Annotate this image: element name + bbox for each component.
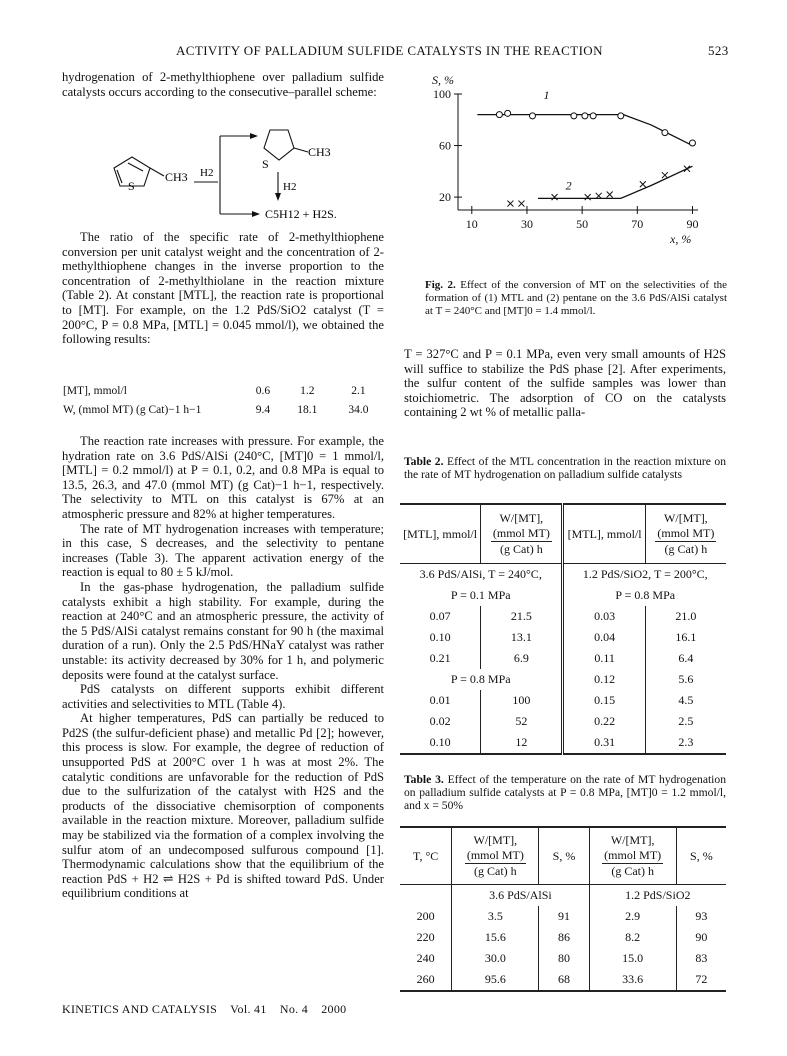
- table-row: [400, 627, 726, 648]
- table-cell: 0.07: [429, 609, 451, 623]
- table-2-col-w: W/[MT], (mmol MT) (g Cat) h: [481, 504, 563, 564]
- table-cell: 0.10: [429, 630, 451, 644]
- series-1-point: [618, 113, 624, 119]
- table-cell: 100: [481, 690, 563, 711]
- running-header: [176, 43, 656, 59]
- thiophene-structure: [114, 157, 164, 186]
- table-cell: 6.9: [481, 648, 563, 669]
- page-number: 523: [708, 43, 729, 58]
- x-axis-label: x, %: [670, 232, 692, 246]
- table-3-col-w: W/[MT], (mmol MT) (g Cat) h: [452, 827, 539, 885]
- table-cell: 33.6: [589, 969, 676, 991]
- series-1-point: [662, 130, 668, 136]
- table-cell: 13.1: [481, 627, 563, 648]
- table-2-group-row: [400, 564, 726, 586]
- h2-down-label: H2: [283, 181, 297, 193]
- table-cell: 0.11: [563, 648, 645, 669]
- table-row: [400, 969, 726, 991]
- results-label: W, (mmol MT) (g Cat)−1 h−1: [63, 403, 202, 416]
- table-2-header-row: [400, 504, 726, 564]
- table-2-col-mtl-2: [MTL], mmol/l: [563, 504, 645, 564]
- table-cell: 0.03: [563, 606, 645, 627]
- x-tick-label: 10: [465, 217, 478, 231]
- thiolane-s-label: S: [262, 157, 269, 171]
- table-row: [400, 690, 726, 711]
- table-cell: 30.0: [452, 948, 539, 969]
- table-3-caption: [404, 774, 726, 812]
- series-1-point: [505, 110, 511, 116]
- series-2-label: 2: [565, 178, 572, 193]
- table-cell: 86: [539, 927, 589, 948]
- x-tick-label: 90: [686, 217, 699, 231]
- series-2-point: [552, 194, 558, 200]
- gasphase-paragraph: In the gas-phase hydrogenation, the palladium sulfide catalysts exhibit a high stability. For example, during the reaction at 240°C and an atmospheric pressure, the activity of the 5 PdS/AlSi catalyst remains constant for 90 h (the maximal duration of a run). Only the 2.5 PdS/HNaY catalyst was rather unstable: its activity decreased by 30% for 1 h, and polymeric deposits were found at the catalyst surface.: [62, 579, 384, 682]
- table-row: [400, 648, 726, 669]
- table-3-label: Table 3.: [404, 773, 444, 786]
- footer-volume: Vol. 41: [230, 1002, 267, 1016]
- figure-caption-text: Effect of the conversion of MT on the selectivities of the formation of (1) MTL and (2) pentane on the 3.6 PdS/AlSi catalyst at T = 240°C and [MT]0 = 1.4 mmol/l.: [425, 279, 728, 317]
- table-row: [400, 606, 726, 627]
- table-cell: 15.6: [452, 927, 539, 948]
- table-2-caption: [404, 456, 726, 482]
- table-cell: 0.10: [429, 735, 451, 749]
- table-cell: 2.9: [589, 906, 676, 927]
- y-tick-label: 60: [439, 138, 451, 153]
- table-cell: 21.0: [645, 606, 726, 627]
- table-cell: 0.22: [563, 711, 645, 732]
- table-cell: 95.6: [452, 969, 539, 991]
- results-row: [62, 381, 384, 400]
- reaction-scheme: [62, 124, 384, 224]
- table-cell: 91: [539, 906, 589, 927]
- footer-number: No. 4: [279, 1002, 309, 1016]
- table-cell: 5.6: [645, 669, 726, 690]
- table-2-group-row: [400, 585, 726, 606]
- series-1-point: [590, 113, 596, 119]
- table-row: [400, 927, 726, 948]
- thiolane-structure: [264, 130, 308, 160]
- table-cell: 21.5: [481, 606, 563, 627]
- series-2-point: [662, 172, 668, 178]
- figure-2-chart: [410, 70, 730, 270]
- right-column-continue: [404, 347, 726, 420]
- series-2-point: [518, 201, 524, 207]
- table-cell: 220: [416, 930, 435, 944]
- x-tick-label: 70: [631, 217, 644, 231]
- table-2-mid-pressure: P = 0.8 MPa: [450, 672, 511, 686]
- series-2-point: [585, 194, 591, 200]
- series-2-point: [684, 166, 690, 172]
- table-3-group-row: [400, 885, 726, 907]
- table-cell: 0.15: [563, 690, 645, 711]
- table-3-header-row: [400, 827, 726, 885]
- table-cell: 52: [481, 711, 563, 732]
- pressure-paragraph: The reaction rate increases with pressure. For example, the hydration rate on 3.6 PdS/AlSi (240°C, [MT]0 = 1 mmol/l, [MTL] = 0.2 mmol/l) at P = 0.1, 0.2, and 0.8 MPa is equal to 13.5, 26.3, and 47.0 (mmol MT) (g Cat)−1 h−1, respectively. The selectivity to MTL on this catalyst is 67% at an atmospheric pressure and 82% at higher temperatures.: [62, 434, 384, 521]
- table-2-col-w-2: W/[MT], (mmol MT) (g Cat) h: [645, 504, 726, 564]
- journal-footer: [62, 1002, 346, 1017]
- y-tick-label: 100: [433, 87, 451, 101]
- table-row: [400, 948, 726, 969]
- x-tick-label: 50: [576, 217, 589, 231]
- series-1-point: [582, 113, 588, 119]
- table-cell: 260: [416, 972, 435, 986]
- intro-paragraph: hydrogenation of 2-methylthiophene over palladium sulfide catalysts occurs according to the consecutive–parallel scheme:: [62, 70, 384, 99]
- table-cell: 240: [416, 951, 435, 965]
- table-cell: 72: [676, 969, 726, 991]
- table-3-col-t: T, °C: [413, 848, 439, 863]
- table-cell: 2.3: [645, 732, 726, 754]
- left-column-intro: [62, 70, 384, 99]
- y-axis-label: S, %: [432, 73, 454, 87]
- series-2-point: [607, 192, 613, 198]
- footer-journal: KINETICS AND CATALYSIS: [62, 1002, 218, 1016]
- series-1-point: [571, 113, 577, 119]
- table-3-caption-text: Effect of the temperature on the rate of MT hydrogenation on palladium sulfide catalysts at P = 0.8 MPa, [MT]0 = 1.2 mmol/l, and x = 50%: [404, 773, 726, 812]
- ratio-paragraph: The ratio of the specific rate of 2-methylthiophene conversion per unit catalyst weight and the concentration of 2-methylthiophene changes in the inverse proportion to the concentration of 2-methylthiolane in the reaction mixture (Table 2). At constant [MTL], the reaction rate is proportional to [MT]. For example, on the 1.2 PdS/SiO2 catalyst (T = 200°C, P = 0.8 MPa, [MTL] = 0.045 mmol/l), we obtained the following results:: [62, 230, 384, 347]
- results-value: 34.0: [348, 403, 369, 416]
- x-tick-label: 30: [520, 217, 533, 231]
- results-row: [62, 400, 384, 419]
- table-3-group-right: 1.2 PdS/SiO2: [589, 885, 726, 907]
- table-3-col-s: S, %: [539, 827, 589, 885]
- series-1-point: [689, 140, 695, 146]
- table-2: [400, 503, 726, 755]
- table-cell: 16.1: [645, 627, 726, 648]
- series-2-curve: [538, 166, 692, 198]
- left-column-body: [62, 434, 384, 901]
- thiophene-ch3-label: CH3: [165, 170, 188, 184]
- figure-caption-label: Fig. 2.: [425, 279, 456, 291]
- footer-year: 2000: [321, 1002, 347, 1016]
- table-cell: 83: [676, 948, 726, 969]
- table-cell: 200: [416, 909, 435, 923]
- y-tick-label: 20: [439, 190, 451, 205]
- table-2-label: Table 2.: [404, 455, 444, 468]
- running-title: ACTIVITY OF PALLADIUM SULFIDE CATALYSTS IN THE REACTION: [176, 43, 603, 58]
- table-cell: 12: [481, 732, 563, 754]
- table-cell: 0.31: [563, 732, 645, 754]
- table-cell: 0.04: [563, 627, 645, 648]
- table-3-col-w-2: W/[MT], (mmol MT) (g Cat) h: [589, 827, 676, 885]
- table-cell: 93: [676, 906, 726, 927]
- table-cell: 80: [539, 948, 589, 969]
- table-cell: 68: [539, 969, 589, 991]
- table-2-col-mtl: [MTL], mmol/l: [403, 526, 478, 541]
- table-cell: 0.12: [563, 669, 645, 690]
- results-value: 9.4: [255, 403, 271, 416]
- table-cell: 15.0: [589, 948, 676, 969]
- series-2-point: [507, 201, 513, 207]
- table-cell: 0.21: [429, 651, 451, 665]
- table-row: [400, 732, 726, 754]
- results-table: [62, 381, 384, 419]
- series-1-point: [496, 112, 502, 118]
- table-row: [400, 711, 726, 732]
- left-column-ratio: [62, 230, 384, 347]
- table-row: [400, 906, 726, 927]
- higher-temp-paragraph: At higher temperatures, PdS can partially be reduced to Pd2S (the sulfur-deficient phase) and metallic Pd [2]; however, this process is slow. For example, the degree of reduction of unsupported PdS at 200°C over 1 h was at most 2%. The catalytic conditions are unfavorable for the reduction of PdS due to the sulfurization of the catalyst with H2S and the products of the dissociative chemisorption of components available in the reaction mixture. Moreover, palladium sulfide may be stabilized via the formation of a complex involving the sulfur atom of an undecomposed sulfurous compound [1]. Thermodynamic calculations show that the equilibrium of the reaction PdS + H2 ⇌ H2S + Pd is shifted toward PdS. Under equilibrium conditions at: [62, 711, 384, 901]
- table-3-group-left: 3.6 PdS/AlSi: [452, 885, 589, 907]
- continue-paragraph: T = 327°C and P = 0.1 MPa, even very small amounts of H2S will suffice to stabilize the PdS phase [2]. After experiments, the sulfur content of the sulfide samples was lower than stoichiometric. The adsorption of CO on the catalysts containing 2 wt % of metallic palla-: [404, 347, 726, 420]
- table-cell: 8.2: [589, 927, 676, 948]
- results-value: 2.1: [351, 384, 366, 397]
- table-2-group-right: 1.2 PdS/SiO2, T = 200°C,: [563, 564, 726, 586]
- table-2-caption-text: Effect of the MTL concentration in the reaction mixture on the rate of MT hydrogenation on palladium sulfide catalysts: [404, 455, 726, 481]
- results-label: [MT], mmol/l: [63, 384, 127, 397]
- table-cell: 90: [676, 927, 726, 948]
- series-1-label: 1: [543, 88, 550, 103]
- h2-arrow-label: H2: [200, 167, 214, 179]
- table-cell: 3.5: [452, 906, 539, 927]
- rate-paragraph: The rate of MT hydrogenation increases with temperature; in this case, S decreases, and the selectivity to pentane increases (Table 3). The apparent activation energy of the reaction is equal to 80 ± 5 kJ/mol.: [62, 521, 384, 580]
- results-value: 1.2: [300, 384, 315, 397]
- table-cell: 0.01: [429, 693, 451, 707]
- products-label: C5H12 + H2S.: [265, 207, 337, 221]
- series-1-point: [529, 113, 535, 119]
- table-cell: 2.5: [645, 711, 726, 732]
- table-row: [400, 669, 726, 690]
- table-2-pressure-right: P = 0.8 MPa: [563, 585, 726, 606]
- table-3: [400, 826, 726, 992]
- table-cell: 4.5: [645, 690, 726, 711]
- table-cell: 6.4: [645, 648, 726, 669]
- table-3-col-s-2: S, %: [676, 827, 726, 885]
- thiolane-ch3-label: CH3: [308, 145, 331, 159]
- table-2-group-left: 3.6 PdS/AlSi, T = 240°C,: [419, 567, 542, 581]
- supports-paragraph: PdS catalysts on different supports exhibit different activities and selectivities to MTL (Table 4).: [62, 682, 384, 711]
- results-value: 18.1: [297, 403, 318, 416]
- table-2-pressure-left: P = 0.1 MPa: [450, 588, 511, 602]
- thiophene-s-label: S: [128, 179, 135, 193]
- figure-2-caption: [425, 279, 727, 317]
- table-cell: 0.02: [429, 714, 451, 728]
- results-value: 0.6: [255, 384, 271, 397]
- series-2-point: [640, 181, 646, 187]
